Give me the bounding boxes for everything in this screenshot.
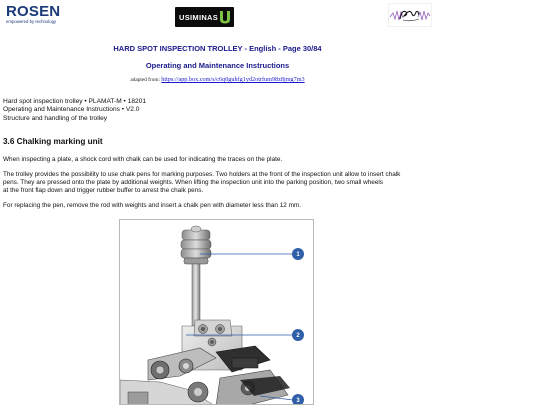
page-subtitle: Operating and Maintenance Instructions [145,61,290,70]
usiminas-logo-text: USIMINAS [179,12,219,22]
chalk-marking-unit-figure [119,219,314,405]
callout-1 [292,248,304,260]
paragraph-line: The trolley provides the possibility to use chalk pens for marking purposes. Two holders at the front of the inspection unit allow to insert chalk [3,171,401,178]
usiminas-logo [175,7,234,27]
rosen-logo-brand: ROSEN [6,3,61,20]
callout-2 [292,329,304,341]
weight-stack [181,226,211,264]
chalk-marking-unit-illustration [120,220,314,405]
adapted-from-link[interactable]: https://app.box.com/s/c6q0guhfg1yd2otrfum98z8jmg7m3 [161,76,305,83]
info-line-manual: Operating and Maintenance Instructions • V2.0 [3,106,140,114]
paragraph-replacing-pen [3,202,443,210]
weight-rod [192,264,200,326]
adapted-from-line [0,76,435,83]
paragraph-line: pens. They are pressed onto the plate by additional weights. When lifting the inspection unit into the parking position, two small wheels [3,178,383,186]
rosen-logo [6,4,76,26]
pd-signature-logo [388,3,432,27]
paragraph-shock-cord [3,156,443,164]
document-info [3,98,146,123]
callout-3-label: 3 [296,398,300,405]
paragraph-line: For replacing the pen, remove the rod with weights and insert a chalk pen with diameter less than 12 mm. [3,202,302,209]
callout-1-label: 1 [296,252,300,259]
paragraph-chalk-pens [3,171,443,195]
adapted-from-label: adapted from: [130,77,160,83]
info-line-product: Hard spot inspection trolley • PLAMAT-M • 18201 [3,98,147,105]
section-heading: 3.6 Chalking marking unit [3,137,103,146]
callout-2-label: 2 [296,333,300,340]
paragraph-line: When inspecting a plate, a shock cord with chalk can be used for indicating the traces on the plate. [3,156,283,163]
usiminas-u-mark-icon [219,10,231,24]
pd-signature-icon [388,3,432,27]
callout-3 [292,394,304,405]
page-title: HARD SPOT INSPECTION TROLLEY - English - Page 30/84 [113,44,322,53]
rosen-logo-tagline: empowered by technology [6,19,57,24]
paragraph-line: at the front flap down and trigger rubber buffer to arrest the chalk pens. [3,186,204,194]
info-line-chapter: Structure and handling of the trolley [3,114,108,122]
